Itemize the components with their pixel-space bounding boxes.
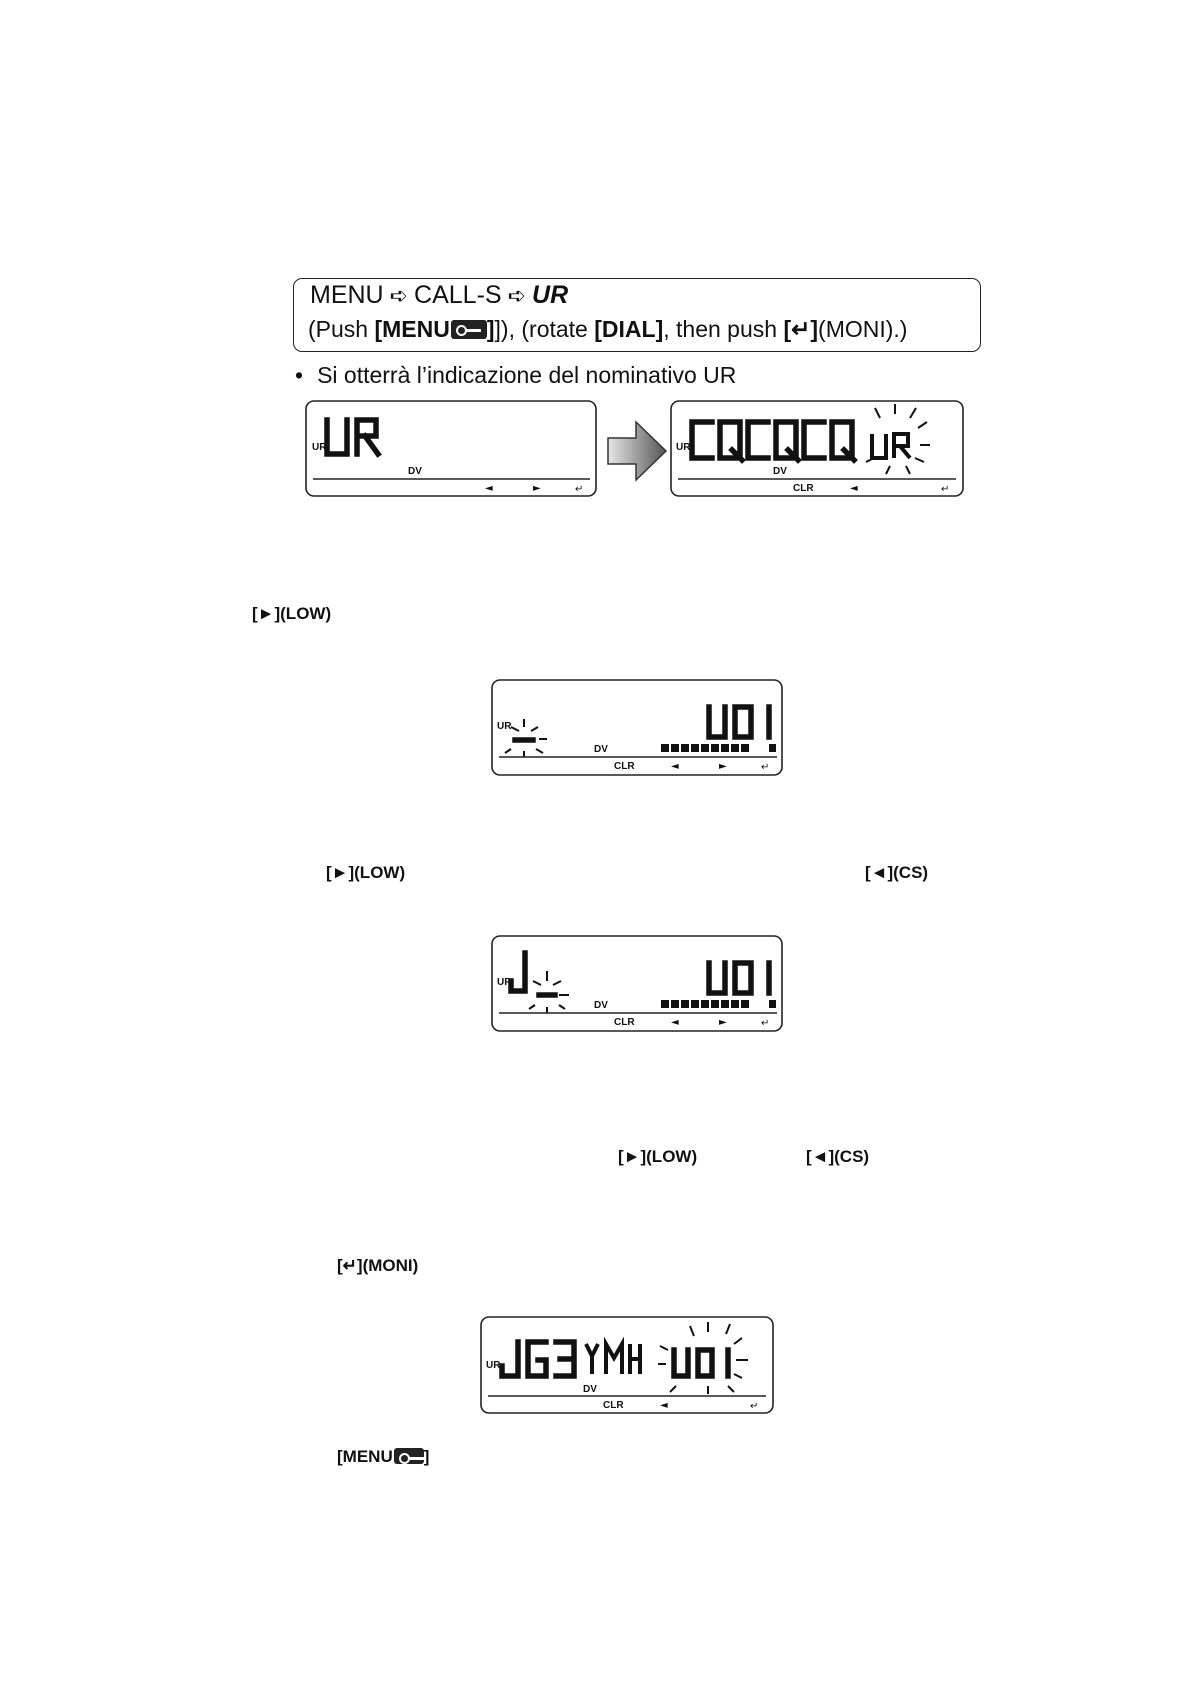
lcd-clr-indicator: CLR <box>793 483 814 494</box>
lcd-left-arrow: ◄ <box>660 1400 668 1411</box>
enter-key-label: [↵] <box>783 316 819 342</box>
menu-push-instruction: (Push [MENU ]]), (rotate [DIAL], then push [↵](MONI).) <box>308 316 908 342</box>
lcd-ur-indicator: UR <box>486 1360 501 1371</box>
key-icon <box>394 1448 424 1464</box>
dial-key-label: [DIAL] <box>594 316 664 342</box>
lcd-display-j-entry <box>491 935 783 1032</box>
lcd-enter-icon: ↵ <box>761 1018 770 1029</box>
moni-close-text: (MONI).) <box>818 316 908 342</box>
lcd-clr-indicator: CLR <box>614 761 635 772</box>
lcd-flashing-ur <box>866 404 930 474</box>
lcd-clr-indicator: CLR <box>614 1017 635 1028</box>
path-arrow-icon: ➪ <box>507 283 527 308</box>
path-arrow-icon: ➪ <box>389 283 409 308</box>
menu-instruction-box <box>293 278 981 352</box>
cs-button-ref: [◄](CS) <box>806 1147 870 1166</box>
lcd-left-arrow: ◄ <box>671 1017 679 1028</box>
bullet-mark: • <box>295 362 304 388</box>
lcd-display-jg3ymh <box>480 1316 796 1416</box>
transition-arrow-icon <box>606 420 668 482</box>
lcd-main-jg3ymh <box>502 1342 640 1376</box>
menu-button-ref-label: [MENU <box>337 1447 393 1466</box>
lcd-dv-indicator: DV <box>408 466 422 477</box>
lcd-enter-icon: ↵ <box>761 762 770 773</box>
then-push-text: , then push <box>663 316 784 342</box>
lcd-main-j <box>511 953 525 991</box>
lcd-ur-indicator: UR <box>497 721 512 732</box>
rotate-text: ]), (rotate <box>494 316 595 342</box>
lcd-dv-indicator: DV <box>773 466 787 477</box>
lcd-channel-u01 <box>709 963 769 993</box>
menu-button-ref <box>337 1447 429 1467</box>
moni-button-ref: [↵](MONI) <box>337 1256 419 1275</box>
menu-button-ref-close: ] <box>423 1447 430 1466</box>
menu-path <box>310 281 568 310</box>
lcd-dv-indicator: DV <box>594 744 608 755</box>
lcd-display-blank-entry <box>491 679 783 776</box>
lcd-ur-indicator: UR <box>676 442 691 453</box>
lcd-left-arrow: ◄ <box>850 483 858 494</box>
lcd-enter-icon: ↵ <box>750 1401 759 1412</box>
push-open-text: (Push <box>308 316 375 342</box>
lcd-left-arrow: ◄ <box>485 483 493 494</box>
lcd-enter-icon: ↵ <box>575 484 584 495</box>
lcd-main-cqcqcq <box>692 422 854 460</box>
lcd-display-ur-menu <box>305 400 597 497</box>
bullet-note <box>295 362 736 389</box>
lcd-right-arrow: ► <box>533 483 541 494</box>
lcd-dv-indicator: DV <box>583 1384 597 1395</box>
lcd-ur-indicator: UR <box>497 977 512 988</box>
low-button-ref: [►](LOW) <box>618 1147 698 1166</box>
lcd-signal-meter <box>661 1000 776 1008</box>
menu-key-label: [MENU <box>374 316 450 342</box>
lcd-clr-indicator: CLR <box>603 1400 624 1411</box>
menu-path-ur: UR <box>532 281 569 309</box>
bullet-text: Si otterrà l’indicazione del nominativo UR <box>317 362 737 388</box>
cs-button-ref: [◄](CS) <box>865 863 929 882</box>
key-icon <box>451 320 487 339</box>
low-button-ref: [►](LOW) <box>252 604 332 623</box>
lcd-right-arrow: ► <box>719 761 727 772</box>
lcd-left-arrow: ◄ <box>671 761 679 772</box>
lcd-flashing-u01 <box>658 1322 748 1394</box>
lcd-right-arrow: ► <box>719 1017 727 1028</box>
low-button-ref: [►](LOW) <box>326 863 406 882</box>
lcd-channel-u01 <box>709 707 769 737</box>
menu-path-call-s: CALL-S <box>414 281 502 309</box>
lcd-ur-indicator: UR <box>312 442 327 453</box>
lcd-display-cqcqcq <box>670 400 964 497</box>
lcd-enter-icon: ↵ <box>941 484 950 495</box>
lcd-dv-indicator: DV <box>594 1000 608 1011</box>
lcd-main-ur <box>327 420 378 454</box>
lcd-signal-meter <box>661 744 776 752</box>
lcd-flashing-cursor <box>529 971 569 1013</box>
menu-path-menu: MENU <box>310 281 384 309</box>
